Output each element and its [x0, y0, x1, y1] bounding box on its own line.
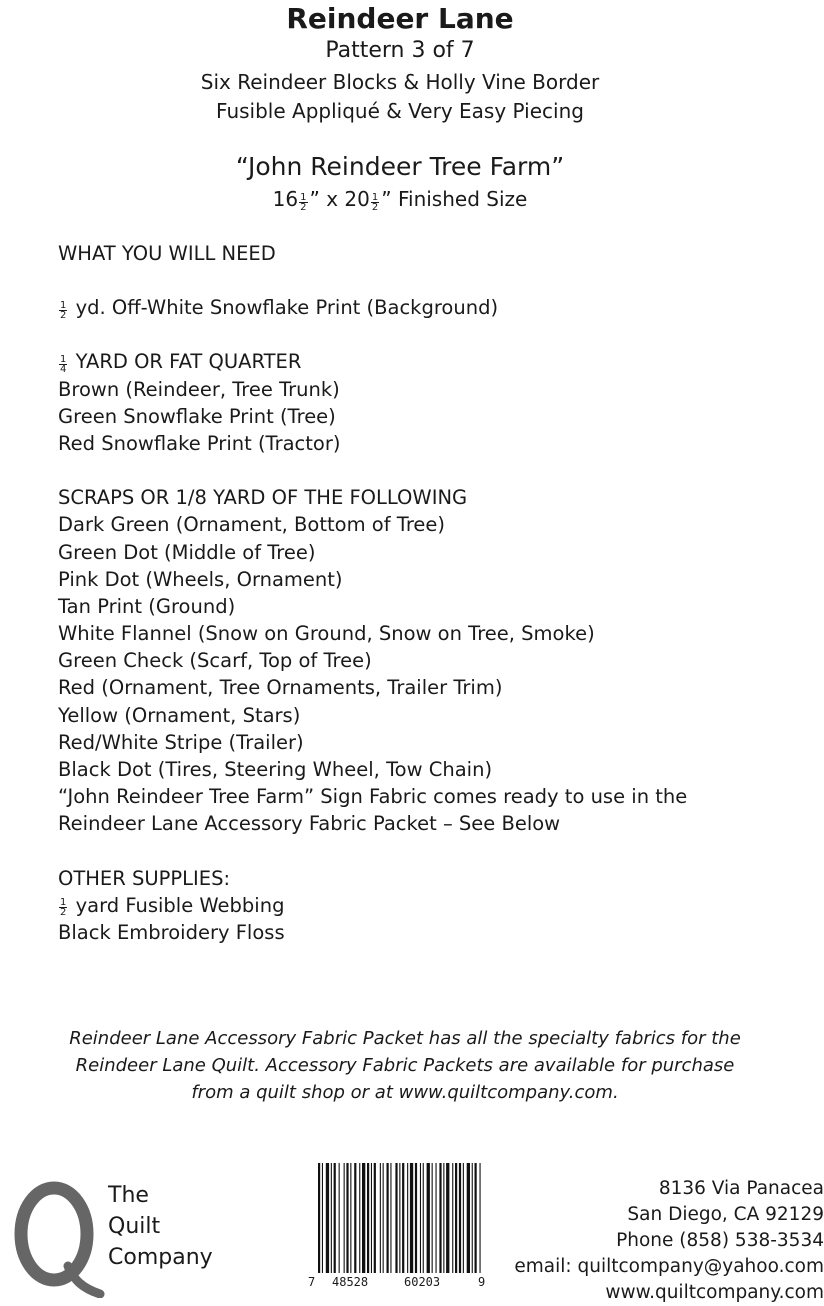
barcode-digit-first: 7	[308, 1275, 316, 1289]
list-item: Black Embroidery Floss	[58, 920, 285, 944]
list-item: Red Snowflake Print (Tractor)	[58, 431, 341, 455]
list-item: White Flannel (Snow on Ground, Snow on Tree, Smoke)	[58, 622, 595, 646]
list-item: Red/White Stripe (Trailer)	[58, 730, 304, 754]
list-item: Green Snowflake Print (Tree)	[58, 404, 336, 428]
barcode-digits-left: 48528	[332, 1275, 369, 1289]
fraction-half: $\frac{1}{2}$	[300, 191, 307, 213]
list-item: Green Dot (Middle of Tree)	[58, 540, 316, 564]
address-email[interactable]: email: quiltcompany@yahoo.com	[514, 1256, 824, 1277]
logo-text-quilt: Quilt	[108, 1214, 161, 1239]
fraction-half: $\frac{1}{2}$	[60, 299, 67, 321]
note-line: Reindeer Lane Accessory Fabric Packet has all the specialty fabrics for the	[69, 1028, 741, 1049]
address-street: 8136 Via Panacea	[658, 1178, 824, 1199]
list-item: Tan Print (Ground)	[58, 594, 236, 618]
list-item: Red (Ornament, Tree Ornaments, Trailer Trim)	[58, 676, 503, 700]
barcode-bars	[308, 1163, 488, 1275]
accessory-packet-note	[0, 1025, 810, 1106]
list-item-background: $\frac{1}{2}$ yd. Off-White Snowflake Print (Background)	[60, 296, 499, 321]
address-phone: Phone (858) 538-3534	[616, 1230, 824, 1251]
pattern-number: Pattern 3 of 7	[325, 38, 475, 63]
size-width: 16	[272, 187, 299, 211]
list-item: Yellow (Ornament, Stars)	[58, 703, 301, 727]
section-heading-fat-quarter: $\frac{1}{4}$ YARD OR FAT QUARTER	[60, 350, 302, 375]
supply-list	[58, 240, 798, 946]
list-item: “John Reindeer Tree Farm” Sign Fabric comes ready to use in the	[58, 785, 688, 809]
list-item: Pink Dot (Wheels, Ornament)	[58, 567, 343, 591]
address-website[interactable]: www.quiltcompany.com	[605, 1282, 824, 1303]
size-suffix: Finished Size	[397, 187, 528, 211]
pattern-description-2: Fusible Appliqué & Very Easy Piecing	[216, 99, 584, 123]
barcode-digits-right: 60203	[404, 1275, 441, 1289]
list-item: Green Check (Scarf, Top of Tree)	[58, 649, 372, 673]
fraction-half: $\frac{1}{2}$	[371, 191, 379, 213]
address-city: San Diego, CA 92129	[627, 1204, 824, 1225]
list-item: Dark Green (Ornament, Bottom of Tree)	[58, 513, 446, 537]
pattern-title: Reindeer Lane	[286, 2, 514, 35]
company-address	[514, 1176, 824, 1306]
list-item: Brown (Reindeer, Tree Trunk)	[58, 377, 340, 401]
section-heading-need: WHAT YOU WILL NEED	[58, 242, 276, 265]
upc-barcode	[308, 1163, 488, 1293]
fraction-quarter: $\frac{1}{4}$	[60, 353, 67, 375]
fraction-half: $\frac{1}{2}$	[60, 897, 67, 919]
block-name: “John Reindeer Tree Farm”	[235, 152, 565, 181]
logo-text-company: Company	[108, 1245, 213, 1270]
list-item: Reindeer Lane Accessory Fabric Packet – See Below	[58, 812, 561, 836]
section-heading-other: OTHER SUPPLIES:	[58, 866, 231, 890]
list-item: Black Dot (Tires, Steering Wheel, Tow Chain)	[58, 758, 493, 781]
pattern-description-1: Six Reindeer Blocks & Holly Vine Border	[200, 70, 600, 94]
quilt-company-logo	[8, 1180, 248, 1295]
section-heading-scraps: SCRAPS OR 1/8 YARD OF THE FOLLOWING	[58, 486, 468, 510]
q-logo-icon	[8, 1180, 108, 1298]
note-line: from a quilt shop or at www.quiltcompany.com.	[191, 1082, 619, 1103]
finished-size: 16 $\frac{1}{2}$ ” x 20 $\frac{1}{2}$ ” Finished Size	[272, 187, 528, 213]
list-item-webbing: $\frac{1}{2}$ yard Fusible Webbing	[60, 893, 285, 919]
note-line: Reindeer Lane Quilt. Accessory Fabric Packets are available for purchase	[75, 1055, 735, 1076]
logo-text-the: The	[108, 1183, 149, 1208]
size-height: 20	[344, 187, 370, 211]
barcode-digit-last: 9	[478, 1275, 486, 1289]
